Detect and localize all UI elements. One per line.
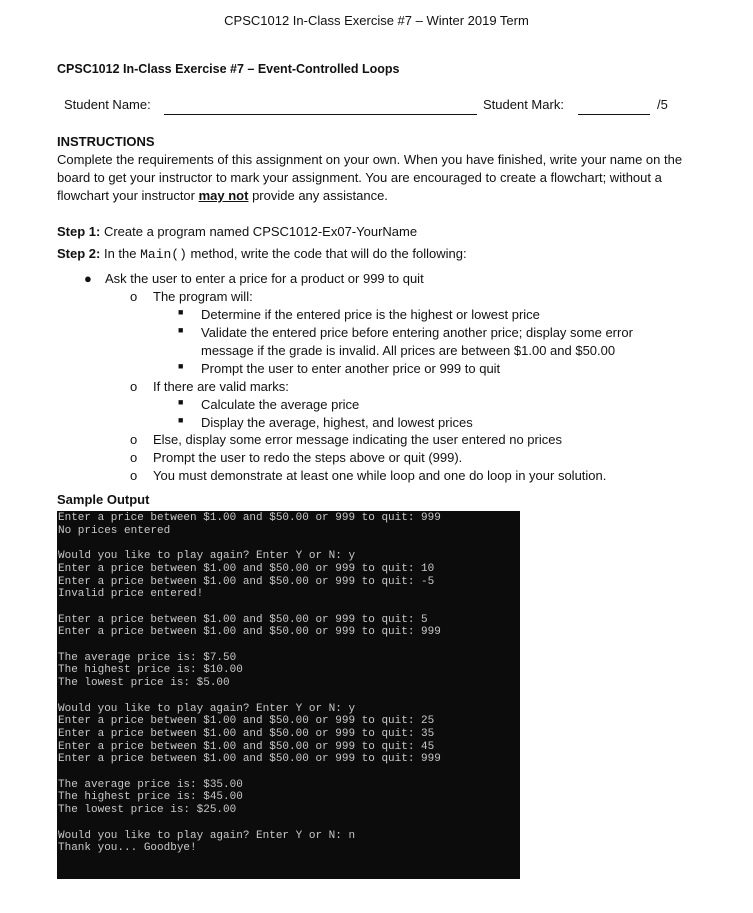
console-line: Would you like to play again? Enter Y or N: y <box>58 702 356 715</box>
bullet-square-icon: ■ <box>178 415 184 425</box>
console-line: The average price is: $7.50 <box>58 651 237 664</box>
console-line: Invalid price entered! <box>58 588 204 601</box>
list-item: Ask the user to enter a price for a product or 999 to quit <box>105 271 424 286</box>
step-2 <box>57 246 467 262</box>
document-title: CPSC1012 In-Class Exercise #7 – Event-Controlled Loops <box>57 62 400 76</box>
console-line: The highest price is: $45.00 <box>58 791 243 804</box>
student-mark-line <box>578 114 650 115</box>
instructions-heading: INSTRUCTIONS <box>57 134 155 149</box>
console-line: Enter a price between $1.00 and $50.00 or 999 to quit: 5 <box>58 613 428 626</box>
instructions-text <box>57 151 697 205</box>
bullet-circle-icon: o <box>130 289 138 304</box>
bullet-circle-icon: o <box>130 468 138 483</box>
console-line: Thank you... Goodbye! <box>58 842 197 855</box>
console-line: The lowest price is: $25.00 <box>58 804 237 817</box>
list-item: Display the average, highest, and lowest prices <box>201 415 473 430</box>
list-item: If there are valid marks: <box>153 379 289 394</box>
instructions-emphasis: may not <box>198 188 249 203</box>
student-name-label: Student Name: <box>64 97 151 112</box>
list-item-continued: message if the grade is invalid. All prices are between $1.00 and $50.00 <box>201 343 616 358</box>
instructions-text-part: Complete the requirements of this assignment on your own. When you have finished, write your name on the board to get your instructor to mark your assignment. You are encouraged to create a flowchart; without a flowchart your instructor <box>57 152 683 203</box>
list-item: Prompt the user to enter another price or 999 to quit <box>201 361 501 376</box>
step-2-text: method, write the code that will do the following: <box>186 246 467 261</box>
list-item: Determine if the entered price is the highest or lowest price <box>201 307 540 322</box>
console-line: Enter a price between $1.00 and $50.00 or 999 to quit: -5 <box>58 575 435 588</box>
console-line: Enter a price between $1.00 and $50.00 or 999 to quit: 25 <box>58 715 435 728</box>
list-item: Calculate the average price <box>201 397 360 412</box>
list-item: You must demonstrate at least one while loop and one do loop in your solution. <box>153 468 607 483</box>
console-line: No prices entered <box>58 524 171 537</box>
step-1 <box>57 224 417 239</box>
student-mark-label: Student Mark: <box>483 97 564 112</box>
bullet-circle-icon: o <box>130 450 138 465</box>
bullet-square-icon: ■ <box>178 397 184 407</box>
step-1-label: Step 1: <box>57 224 101 239</box>
console-line: Enter a price between $1.00 and $50.00 or 999 to quit: 10 <box>58 562 435 575</box>
step-2-label: Step 2: <box>57 246 101 261</box>
console-line: Enter a price between $1.00 and $50.00 or 999 to quit: 999 <box>58 626 441 639</box>
bullet-circle-icon: o <box>130 379 138 394</box>
bullet-square-icon: ■ <box>178 307 184 317</box>
console-line: Would you like to play again? Enter Y or N: n <box>58 829 356 842</box>
student-info-row <box>57 97 677 117</box>
page-header: CPSC1012 In-Class Exercise #7 – Winter 2019 Term <box>224 13 529 28</box>
list-item: Prompt the user to redo the steps above or quit (999). <box>153 450 463 465</box>
student-name-line <box>164 114 477 115</box>
console-line: Enter a price between $1.00 and $50.00 or 999 to quit: 999 <box>58 512 441 524</box>
step-2-text: In the <box>100 246 141 261</box>
bullet-circle-icon: o <box>130 432 138 447</box>
console-line: Enter a price between $1.00 and $50.00 or 999 to quit: 999 <box>58 753 441 766</box>
sample-output-heading: Sample Output <box>57 492 150 507</box>
console-line: Enter a price between $1.00 and $50.00 or 999 to quit: 35 <box>58 727 435 740</box>
console-line: Enter a price between $1.00 and $50.00 or 999 to quit: 45 <box>58 740 435 753</box>
console-text <box>57 511 520 855</box>
list-item: Validate the entered price before entering another price; display some error <box>201 325 633 340</box>
step-1-text: Create a program named CPSC1012-Ex07-YourName <box>100 224 418 239</box>
console-output <box>57 511 520 879</box>
console-line: The lowest price is: $5.00 <box>58 677 230 690</box>
console-line: Would you like to play again? Enter Y or N: y <box>58 550 356 563</box>
instructions-text-part: provide any assistance. <box>248 188 388 203</box>
list-item: Else, display some error message indicating the user entered no prices <box>153 432 562 447</box>
list-item: The program will: <box>153 289 253 304</box>
mark-total: /5 <box>657 97 668 112</box>
bullet-dot-icon: ● <box>84 271 92 286</box>
console-line: The average price is: $35.00 <box>58 778 243 791</box>
console-line: The highest price is: $10.00 <box>58 664 243 677</box>
bullet-square-icon: ■ <box>178 361 184 371</box>
bullet-square-icon: ■ <box>178 325 184 335</box>
main-method-code: Main() <box>140 247 187 262</box>
